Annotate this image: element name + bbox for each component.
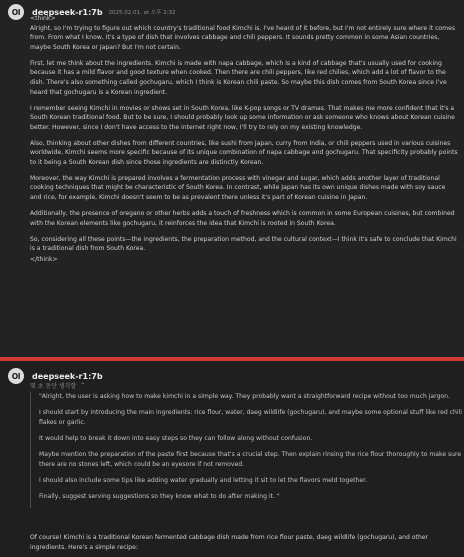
message-body (30, 14, 458, 264)
paragraph: Additionally, the presence of oregano or other herbs adds a touch of freshness which is common in some European cuisines, but combined with the Korean elements like gochugaru, it reinforces the idea that Kimchi is rooted in South Korea. (30, 210, 455, 227)
thinking-paragraph: "Alright, the user is asking how to make kimchi in a simple way. They probably want a straightforward recipe without too much jargon. (39, 393, 450, 400)
message-timestamp: 2025.02.01. at 오후 2:32 (108, 10, 176, 16)
thinking-paragraph: Finally, suggest serving suggestions so they know what to do after making it. " (39, 493, 280, 501)
paragraph: Alright, so I'm trying to figure out which country's traditional food Kimchi is. I've heard of it before, but I'm not entirely sure where it comes from. From what I know, it's a type of dish that involves cabbage and chili peppers. It sounds pretty common in some Asian countries, maybe South Korea or Japan? But I'm not certain. (30, 24, 456, 51)
thinking-paragraph: It would help to break it down into easy steps so they can follow along without confusion. (39, 434, 313, 442)
model-name: deepseek-r1:7b (32, 7, 103, 17)
model-name: deepseek-r1:7b (32, 371, 103, 381)
paragraph: First, let me think about the ingredients. Kimchi is made with napa cabbage, which is a kind of cabbage that's usually used for cooking because it has a mild flavor and good texture when cooked. Then there are chili peppers, like red chilies, which add a lot of flavor to the dish. There's also something called gochugaru, which I think is Korean chili paste. So maybe this dish comes from South Korea since I've heard that gochugaru is a Korean ingredient. (30, 59, 447, 96)
thinking-toggle-label: 몇 초 동안 생각함 (30, 383, 77, 390)
answer-text (30, 533, 458, 552)
model-avatar[interactable]: OI (8, 4, 24, 20)
thinking-block (30, 392, 464, 508)
model-avatar[interactable]: OI (8, 368, 24, 384)
paragraph: Moreover, the way Kimchi is prepared involves a fermentation process with vinegar and sugar, which adds another layer of traditional cooking techniques that might be characteristic of South Korea. In contrast, while Japan has its own unique dishes made with soy sauce and rice, for example, Kimchi doesn't seem to be as prevalent there unless it's part of Korean cuisine in Japan. (30, 174, 446, 202)
paragraph: I remember seeing Kimchi in movies or shows set in South Korea, like K-pop songs or TV dramas. That makes me more confident that it's a South Korean traditional food. But to be sure, I should probably look up some information or ask someone who knows about Korean cuisine better. However, since I don't have access to the internet right now, I'll try to rely on my existing knowledge. (30, 104, 455, 131)
think-open-tag: <think> (30, 15, 56, 22)
paragraph: So, considering all these points—the ingredients, the preparation method, and the cultural context—I think it's safe to conclude that Kimchi is a traditional dish from South Korea. (30, 235, 457, 253)
thinking-paragraph: I should also include some tips like adding water gradually and letting it sit to let the flavors meld together. (39, 476, 368, 484)
split-divider (0, 357, 464, 361)
thinking-paragraph: Maybe mention the preparation of the paste first because that's a crucial step. Then explain rinsing the rice flour thoroughly to make sure there are no stones left, which could be an eyesore if not removed. (39, 451, 462, 468)
think-close-tag: </think> (30, 255, 58, 263)
thinking-paragraph: I should start by introducing the main ingredients: rice flour, water, daeg wildlife (gochugaru), and maybe some optional stuff like red chili flakes or garlic. (39, 409, 462, 426)
paragraph: Also, thinking about other dishes from different countries, like sushi from Japan, curry from India, or chili peppers used in various cuisines worldwide, Kimchi seems more specific because of its unique combination of napa cabbage and gochugaru. That specificity probably points to it being a South Korean dish since those ingredients are distinctly Korean. (30, 139, 458, 166)
chevron-up-icon: ⌃ (80, 382, 86, 389)
thinking-toggle[interactable] (30, 381, 85, 390)
answer-paragraph: Of course! Kimchi is a traditional Korean fermented cabbage dish made from rice flour paste, daeg wildlife (gochugaru), and other ingredients. Here's a simple recipe: (30, 534, 429, 551)
